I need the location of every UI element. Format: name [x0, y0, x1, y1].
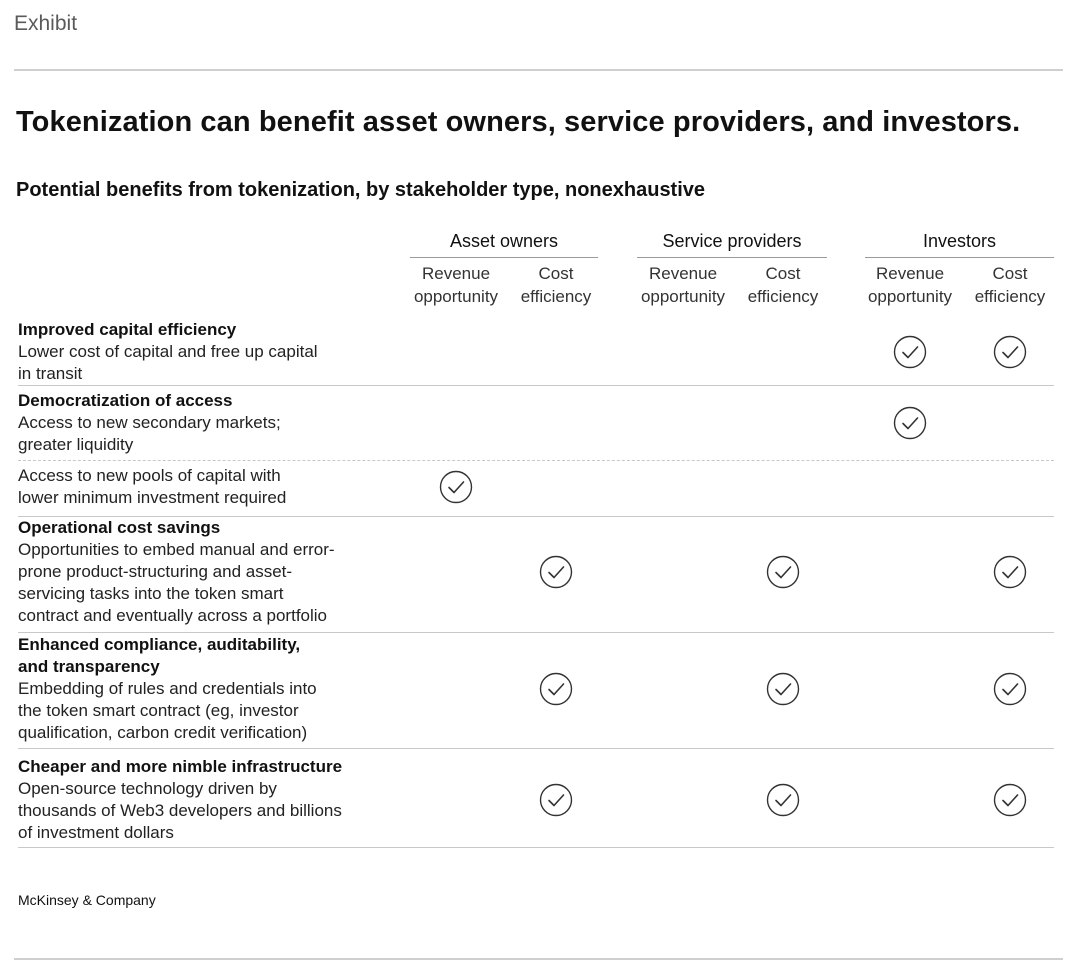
row-divider [18, 385, 1054, 386]
check-circle-icon [539, 783, 573, 817]
check-circle-icon [993, 783, 1027, 817]
row-heading: Cheaper and more nimble infrastructure [18, 757, 343, 776]
check-circle-icon [439, 470, 473, 504]
check-circle-icon [766, 672, 800, 706]
column-header: Revenue opportunity [413, 264, 499, 306]
row-label [18, 634, 388, 744]
check-circle-icon [766, 783, 800, 817]
column-header: Revenue opportunity [640, 264, 726, 306]
row-description: Open-source technology driven by thousands of Web3 developers and billions of investment dollars [18, 779, 342, 842]
row-label [18, 756, 388, 844]
row-divider [18, 748, 1054, 749]
check-circle-icon [539, 555, 573, 589]
row-divider [18, 847, 1054, 848]
bottom-divider [14, 958, 1063, 960]
exhibit-subtitle: Potential benefits from tokenization, by stakeholder type, nonexhaustive [16, 179, 706, 201]
check-circle-icon [993, 335, 1027, 369]
row-heading: Democratization of access [18, 391, 233, 410]
check-circle-icon [893, 406, 927, 440]
exhibit-title: Tokenization can benefit asset owners, service providers, and investors. [16, 106, 1021, 138]
table-row [18, 465, 1054, 515]
check-circle-icon [766, 555, 800, 589]
table-row [18, 634, 1054, 746]
column-group-rule [865, 257, 1054, 258]
column-group-rule [410, 257, 598, 258]
column-group-header: Asset owners [449, 231, 559, 251]
row-divider [18, 460, 1054, 461]
row-divider [18, 516, 1054, 517]
column-group-header: Investors [922, 231, 997, 251]
row-description: Access to new pools of capital with lower minimum investment required [18, 466, 287, 507]
row-description: Opportunities to embed manual and error- prone product-structuring and asset- servicing tasks into the token smart contract and eventually across a portfolio [18, 540, 335, 625]
column-header: Cost efficiency [520, 264, 592, 306]
check-circle-icon [993, 672, 1027, 706]
row-heading: Enhanced compliance, auditability, and transparency [18, 635, 301, 676]
row-label [18, 465, 388, 509]
column-group-rule [637, 257, 827, 258]
row-divider [18, 632, 1054, 633]
top-divider [14, 69, 1063, 71]
row-label [18, 517, 388, 627]
column-header: Cost efficiency [974, 264, 1046, 306]
row-heading: Improved capital efficiency [18, 320, 237, 339]
exhibit-label: Exhibit [14, 12, 78, 35]
check-circle-icon [893, 335, 927, 369]
column-group-header: Service providers [662, 231, 802, 251]
table-row [18, 756, 1054, 846]
footer-source: McKinsey & Company [18, 892, 156, 908]
row-label [18, 390, 388, 456]
row-label [18, 319, 388, 385]
column-header: Revenue opportunity [867, 264, 953, 306]
row-heading: Operational cost savings [18, 518, 221, 537]
check-circle-icon [993, 555, 1027, 589]
table-row [18, 517, 1054, 632]
column-header: Cost efficiency [747, 264, 819, 306]
row-description: Embedding of rules and credentials into the token smart contract (eg, investor qualification, carbon credit verification) [18, 679, 317, 742]
row-description: Access to new secondary markets; greater liquidity [18, 413, 281, 454]
row-description: Lower cost of capital and free up capital in transit [18, 342, 318, 383]
check-circle-icon [539, 672, 573, 706]
